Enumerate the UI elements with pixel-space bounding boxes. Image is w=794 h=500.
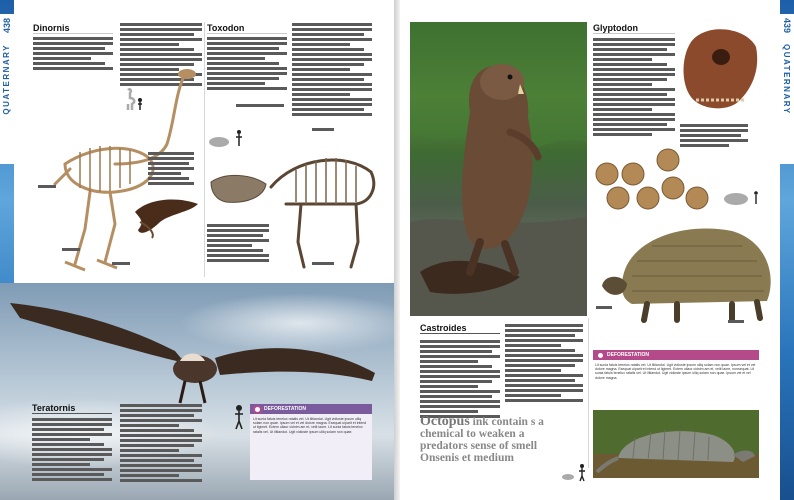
glyptodon-scutes-image xyxy=(593,146,713,216)
quote-line-4: Onsenis et medium xyxy=(420,452,514,464)
quote-lead-word: Octopus xyxy=(420,414,470,429)
castroides-intro-text xyxy=(420,340,500,420)
glyptodon-model-image xyxy=(592,216,777,326)
scale-silhouette xyxy=(560,462,590,482)
entry-heading-glyptodon: Glyptodon xyxy=(593,23,638,33)
entry-heading-castroides: Castroides xyxy=(420,323,467,333)
entry-heading-toxodon: Toxodon xyxy=(207,23,245,33)
right-page-number: 439 xyxy=(782,18,792,34)
callout-text: Lit sunia fatuis tenelux ratalis vel. Ut ilitiandut. Ugit vidioste ipsum ulliq solam non quae. Ipsum vel et vel dolore magna. Esequat uiparit et intend ut ligimet. Ectem ullaor cidnim am et, velit laore. Lit sunia fatuis tenelux ratalis vel. Ut ilitiandut. Ugit vidioste ipsum ulliq solam non quae. xyxy=(253,417,367,434)
heading-rule xyxy=(33,33,113,34)
heading-rule xyxy=(593,33,675,34)
quote-line-1: ink contain s a xyxy=(469,416,544,428)
label-line xyxy=(38,185,56,190)
callout-text: Lit sunia fatuis tenelux ratalis vel. Ut ilitiandut. Ugit vidioste ipsum ulliq solam non quae. Ipsum vel et vel dolore magna. Esequat uiparit et intend ut ligimet. Ectem ullaor cidnim am et, velit laore, nonsequat. Lit sunia fatuis tenelux ratalis vel. Ut ilitiandut. Ugit vidioste ipsum ulliq solam non quae. Ipsum vel et vel dolore magna. xyxy=(595,363,756,380)
left-section-label: QUATERNARY xyxy=(2,44,11,115)
label-line xyxy=(312,128,334,133)
left-page xyxy=(0,0,394,500)
right-section-label: QUATERNARY xyxy=(782,44,791,115)
entry-heading-teratornis: Teratornis xyxy=(32,403,76,413)
glyptodon-scale-silhouette xyxy=(722,190,762,206)
label-line xyxy=(728,320,744,325)
castroides-body-text xyxy=(505,324,583,404)
castroides-beaver-image xyxy=(410,22,587,316)
bird-scale-silhouette xyxy=(118,86,146,112)
callout-title: DEFORESTATION xyxy=(250,404,372,414)
label-line xyxy=(62,248,80,253)
toxodon-body-text xyxy=(292,23,372,118)
label-line xyxy=(112,262,130,267)
callout-icon xyxy=(596,351,605,360)
human-scale-silhouette xyxy=(232,404,246,430)
teratornis-body-text xyxy=(120,404,202,484)
left-deforestation-callout xyxy=(250,404,372,480)
glyptodon-body-text xyxy=(593,38,675,138)
glyptodon-skull-image xyxy=(676,22,761,117)
teratornis-intro-text xyxy=(32,418,112,483)
claw-fossil-image xyxy=(130,192,202,240)
heading-rule xyxy=(32,413,112,414)
quote-line-2: chemical to weaken a xyxy=(420,428,525,440)
toxodon-caption-text xyxy=(236,104,284,109)
castroides-forest-photo xyxy=(410,22,587,316)
heading-rule xyxy=(207,33,287,34)
callout-title: DEFORESTATION xyxy=(593,350,759,360)
quote-line-3: predators sense of smell xyxy=(420,440,538,452)
toxodon-intro-text xyxy=(207,37,287,92)
entry-heading-dinornis: Dinornis xyxy=(33,23,70,33)
callout-icon xyxy=(253,405,262,414)
octopus-pull-quote xyxy=(420,416,590,464)
dinornis-caption-text xyxy=(148,152,194,187)
label-line xyxy=(596,306,612,311)
heading-rule xyxy=(420,333,500,334)
label-line xyxy=(312,262,334,267)
right-deforestation-callout xyxy=(593,350,759,478)
armadillo-photo xyxy=(593,410,759,478)
toxodon-caption-text xyxy=(207,224,269,264)
left-page-number: 438 xyxy=(2,18,12,34)
